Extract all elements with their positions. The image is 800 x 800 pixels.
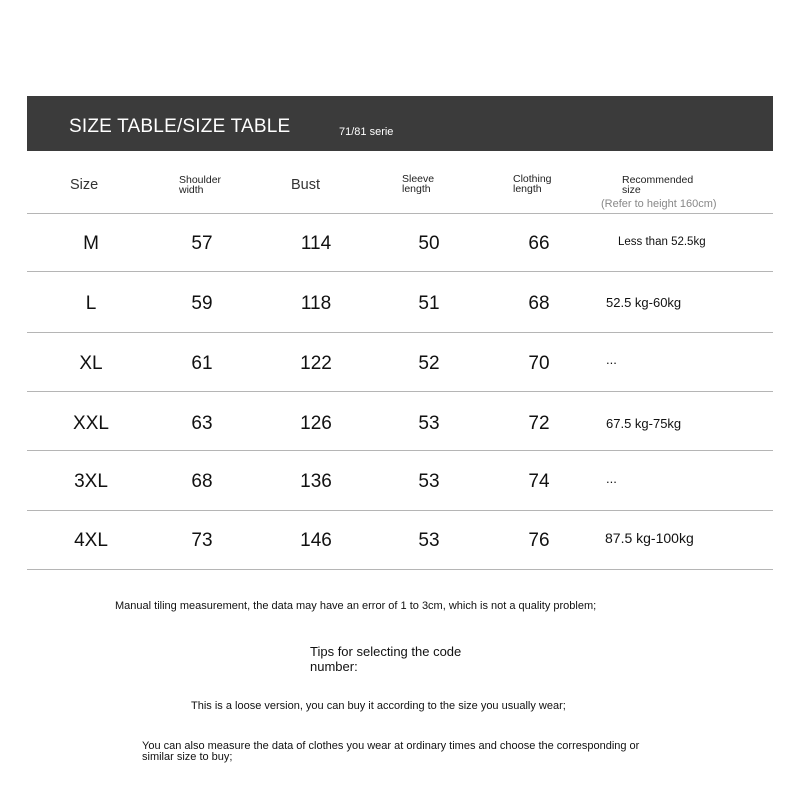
cell-size: L xyxy=(85,293,97,314)
table-divider xyxy=(27,391,773,392)
cell-clothing: 70 xyxy=(528,353,550,374)
table-divider xyxy=(27,332,773,333)
cell-shoulder: 57 xyxy=(191,233,213,254)
cell-bust: 122 xyxy=(300,353,332,374)
header-bust: Bust xyxy=(291,177,321,193)
size-table-banner xyxy=(27,96,773,151)
measurement-note: Manual tiling measurement, the data may have an error of 1 to 3cm, which is not a quality problem; xyxy=(115,600,597,612)
cell-clothing: 66 xyxy=(528,233,550,254)
cell-sleeve: 53 xyxy=(418,530,440,551)
cell-clothing: 72 xyxy=(528,413,550,434)
cell-sleeve: 53 xyxy=(418,413,440,434)
cell-bust: 114 xyxy=(300,233,332,254)
header-sleeve-length: Sleeve length xyxy=(402,173,435,195)
measure-own-note: You can also measure the data of clothes you wear at ordinary times and choose the corresponding or similar size to buy; xyxy=(142,740,640,763)
cell-recommended: ... xyxy=(606,352,617,367)
loose-fit-note: This is a loose version, you can buy it according to the size you usually wear; xyxy=(191,700,566,712)
cell-recommended: ... xyxy=(606,471,617,486)
cell-recommended: 87.5 kg-100kg xyxy=(605,530,694,546)
cell-bust: 146 xyxy=(300,530,332,551)
table-divider xyxy=(27,569,773,570)
cell-size: 3XL xyxy=(74,471,108,492)
cell-shoulder: 61 xyxy=(191,353,213,374)
cell-clothing: 68 xyxy=(528,293,550,314)
header-shoulder-width: Shoulder width xyxy=(179,174,222,196)
cell-shoulder: 63 xyxy=(191,413,213,434)
cell-shoulder: 59 xyxy=(191,293,213,314)
banner-title: SIZE TABLE/SIZE TABLE xyxy=(69,116,291,137)
cell-recommended: Less than 52.5kg xyxy=(618,236,706,248)
cell-clothing: 74 xyxy=(528,471,550,492)
cell-sleeve: 52 xyxy=(418,353,440,374)
tips-title: Tips for selecting the code number: xyxy=(310,644,462,674)
banner-subtitle: 71/81 serie xyxy=(339,126,394,138)
header-recommended-note: (Refer to height 160cm) xyxy=(601,198,717,210)
cell-sleeve: 50 xyxy=(418,233,440,254)
cell-size: XXL xyxy=(73,413,109,434)
cell-clothing: 76 xyxy=(528,530,550,551)
cell-recommended: 67.5 kg-75kg xyxy=(606,416,682,431)
header-recommended-size: Recommended size xyxy=(622,174,694,196)
cell-size: 4XL xyxy=(74,530,108,551)
cell-size: M xyxy=(83,233,99,254)
table-divider xyxy=(27,510,773,511)
header-clothing-length: Clothing length xyxy=(513,173,552,195)
cell-size: XL xyxy=(79,353,103,374)
cell-sleeve: 53 xyxy=(418,471,440,492)
header-size: Size xyxy=(70,177,99,193)
cell-bust: 118 xyxy=(300,293,332,314)
cell-sleeve: 51 xyxy=(418,293,440,314)
table-divider xyxy=(27,450,773,451)
cell-bust: 126 xyxy=(300,413,332,434)
cell-shoulder: 73 xyxy=(191,530,213,551)
cell-shoulder: 68 xyxy=(191,471,213,492)
table-divider xyxy=(27,213,773,214)
table-divider xyxy=(27,271,773,272)
cell-recommended: 52.5 kg-60kg xyxy=(606,295,682,310)
cell-bust: 136 xyxy=(300,471,332,492)
